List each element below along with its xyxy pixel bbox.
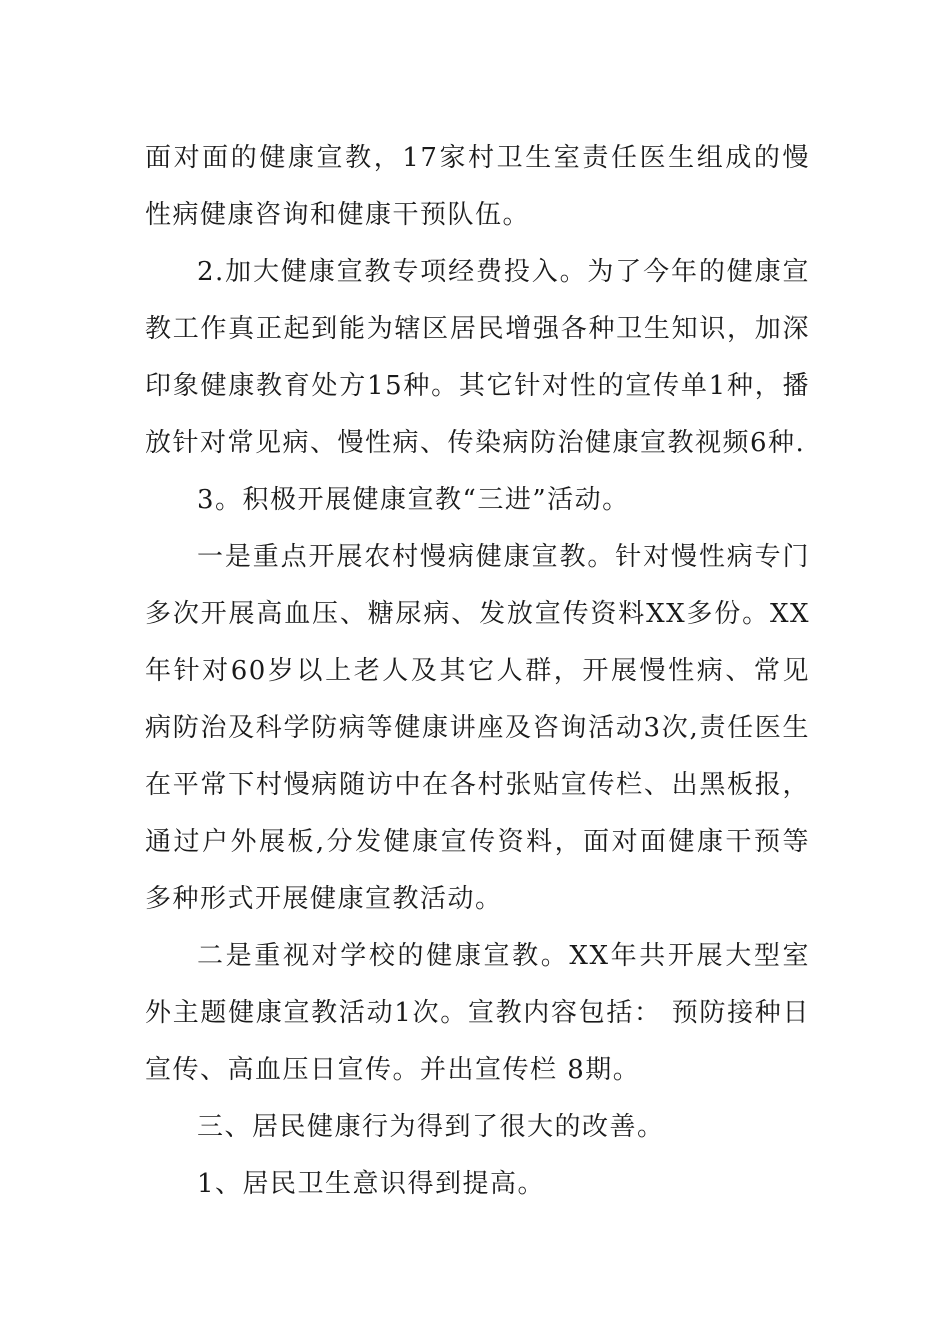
paragraph-4: 一是重点开展农村慢病健康宣教。针对慢性病专门多次开展高血压、糖尿病、发放宣传资料XX多份。XX年针对60岁以上老人及其它人群，开展慢性病、常见病防治及科学防病等健康讲座及咨询活动3次,责任医生在平常下村慢病随访中在各村张贴宣传栏、出黑板报，通过户外展板,分发健康宣传资料，面对面健康干预等多种形式开展健康宣教活动。	[145, 542, 810, 914]
paragraph-6: 三、居民健康行为得到了很大的改善。	[197, 1112, 665, 1142]
paragraph-5: 二是重视对学校的健康宣教。XX年共开展大型室外主题健康宣教活动1次。宣教内容包括： 预防接种日宣传、高血压日宣传。并出宣传栏 8期。	[145, 941, 810, 1085]
document-body	[145, 130, 810, 1213]
paragraph-1: 面对面的健康宣教，17家村卫生室责任医生组成的慢性病健康咨询和健康干预队伍。	[145, 143, 810, 230]
paragraph-2: 2.加大健康宣教专项经费投入。为了今年的健康宣教工作真正起到能为辖区居民增强各种卫生知识，加深印象健康教育处方15种。其它针对性的宣传单1种，播放针对常见病、慢性病、传染病防治健康宣教视频6种.	[145, 257, 810, 458]
paragraph-3: 3。积极开展健康宣教“三进”活动。	[197, 485, 630, 515]
paragraph-7: 1、居民卫生意识得到提高。	[197, 1169, 546, 1199]
